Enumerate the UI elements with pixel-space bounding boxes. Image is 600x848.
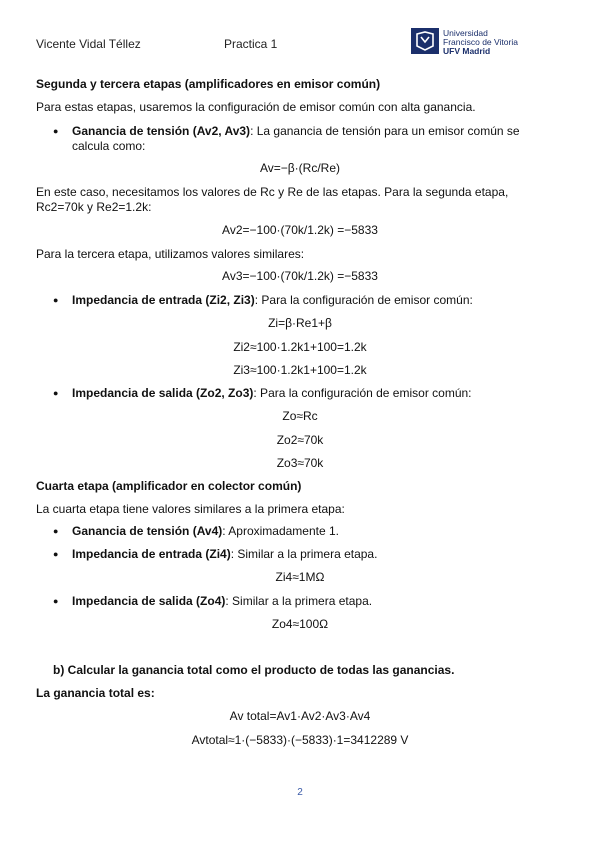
header-doc-title: Practica 1 xyxy=(224,37,278,51)
bullet-icon: ● xyxy=(53,388,59,398)
section1-bullet1 xyxy=(72,124,520,138)
formula-zo: Zo≈Rc xyxy=(282,409,318,423)
bullet-label: Ganancia de tensión (Av4) xyxy=(72,524,223,538)
formula-zi3: Zi3≈100·1.2k1+100=1.2k xyxy=(233,363,367,377)
bullet-text: : La ganancia de tensión para un emisor común se xyxy=(250,124,520,138)
formula-av: Av=−β·(Rc/Re) xyxy=(259,161,341,175)
bullet-label: Impedancia de salida (Zo2, Zo3) xyxy=(72,386,254,400)
logo-line-1: Universidad xyxy=(443,28,488,38)
section2-heading: Cuarta etapa (amplificador en colector común) xyxy=(36,479,302,493)
university-logo-icon xyxy=(411,28,439,54)
section2-intro: La cuarta etapa tiene valores similares a la primera etapa: xyxy=(36,502,345,516)
section3-heading: b) Calcular la ganancia total como el producto de todas las ganancias. xyxy=(53,663,455,677)
bullet-icon: ● xyxy=(53,126,59,136)
section1-intro: Para estas etapas, usaremos la configuración de emisor común con alta ganancia. xyxy=(36,100,476,114)
formula-zi4: Zi4≈1MΩ xyxy=(275,570,325,584)
bullet-label: Impedancia de salida (Zo4) xyxy=(72,594,226,608)
header-author: Vicente Vidal Téllez xyxy=(36,37,141,51)
section1-p3: Para la tercera etapa, utilizamos valores similares: xyxy=(36,247,305,261)
formula-zi: Zi=β·Re1+β xyxy=(268,316,332,330)
section2-bullet2 xyxy=(72,547,377,561)
section3-sub: La ganancia total es: xyxy=(36,686,155,700)
section2-bullet3 xyxy=(72,594,372,608)
logo-line-3: UFV Madrid xyxy=(443,46,491,56)
section1-bullet2 xyxy=(72,293,473,307)
bullet-icon: ● xyxy=(53,596,59,606)
bullet-text: : Para la configuración de emisor común: xyxy=(254,293,473,307)
bullet-icon: ● xyxy=(53,526,59,536)
bullet-text: : Para la configuración de emisor común: xyxy=(253,386,472,400)
section1-bullet3 xyxy=(72,386,472,400)
formula-avtotal-value: Avtotal≈1·(−5833)·(−5833)·1=3412289 V xyxy=(191,733,409,747)
bullet-text: : Similar a la primera etapa. xyxy=(225,594,373,608)
section1-heading: Segunda y tercera etapas (amplificadores en emisor común) xyxy=(36,77,381,91)
section1-p2b: Rc2=70k y Re2=1.2k: xyxy=(36,200,152,214)
formula-av2: Av2=−100·(70k/1.2k) =−5833 xyxy=(222,223,378,237)
bullet-text: : Aproximadamente 1. xyxy=(222,524,339,538)
formula-zo3: Zo3≈70k xyxy=(276,456,324,470)
formula-zo4: Zo4≈100Ω xyxy=(271,617,329,631)
section2-bullet1 xyxy=(72,524,339,538)
section1-p2a: En este caso, necesitamos los valores de Rc y Re de las etapas. Para la segunda etapa, xyxy=(36,185,509,199)
section1-bullet1-cont: calcula como: xyxy=(72,139,146,153)
logo-line-2: Francisco de Vitoria xyxy=(443,37,518,47)
bullet-label: Impedancia de entrada (Zi2, Zi3) xyxy=(72,293,255,307)
bullet-icon: ● xyxy=(53,295,59,305)
formula-avtotal: Av total=Av1·Av2·Av3·Av4 xyxy=(229,709,371,723)
page-number: 2 xyxy=(297,787,303,798)
formula-zo2: Zo2≈70k xyxy=(276,433,324,447)
bullet-icon: ● xyxy=(53,549,59,559)
formula-zi2: Zi2≈100·1.2k1+100=1.2k xyxy=(233,340,367,354)
bullet-text: : Similar a la primera etapa. xyxy=(230,547,378,561)
bullet-label: Impedancia de entrada (Zi4) xyxy=(72,547,231,561)
formula-av3: Av3=−100·(70k/1.2k) =−5833 xyxy=(222,269,378,283)
bullet-label: Ganancia de tensión (Av2, Av3) xyxy=(72,124,251,138)
